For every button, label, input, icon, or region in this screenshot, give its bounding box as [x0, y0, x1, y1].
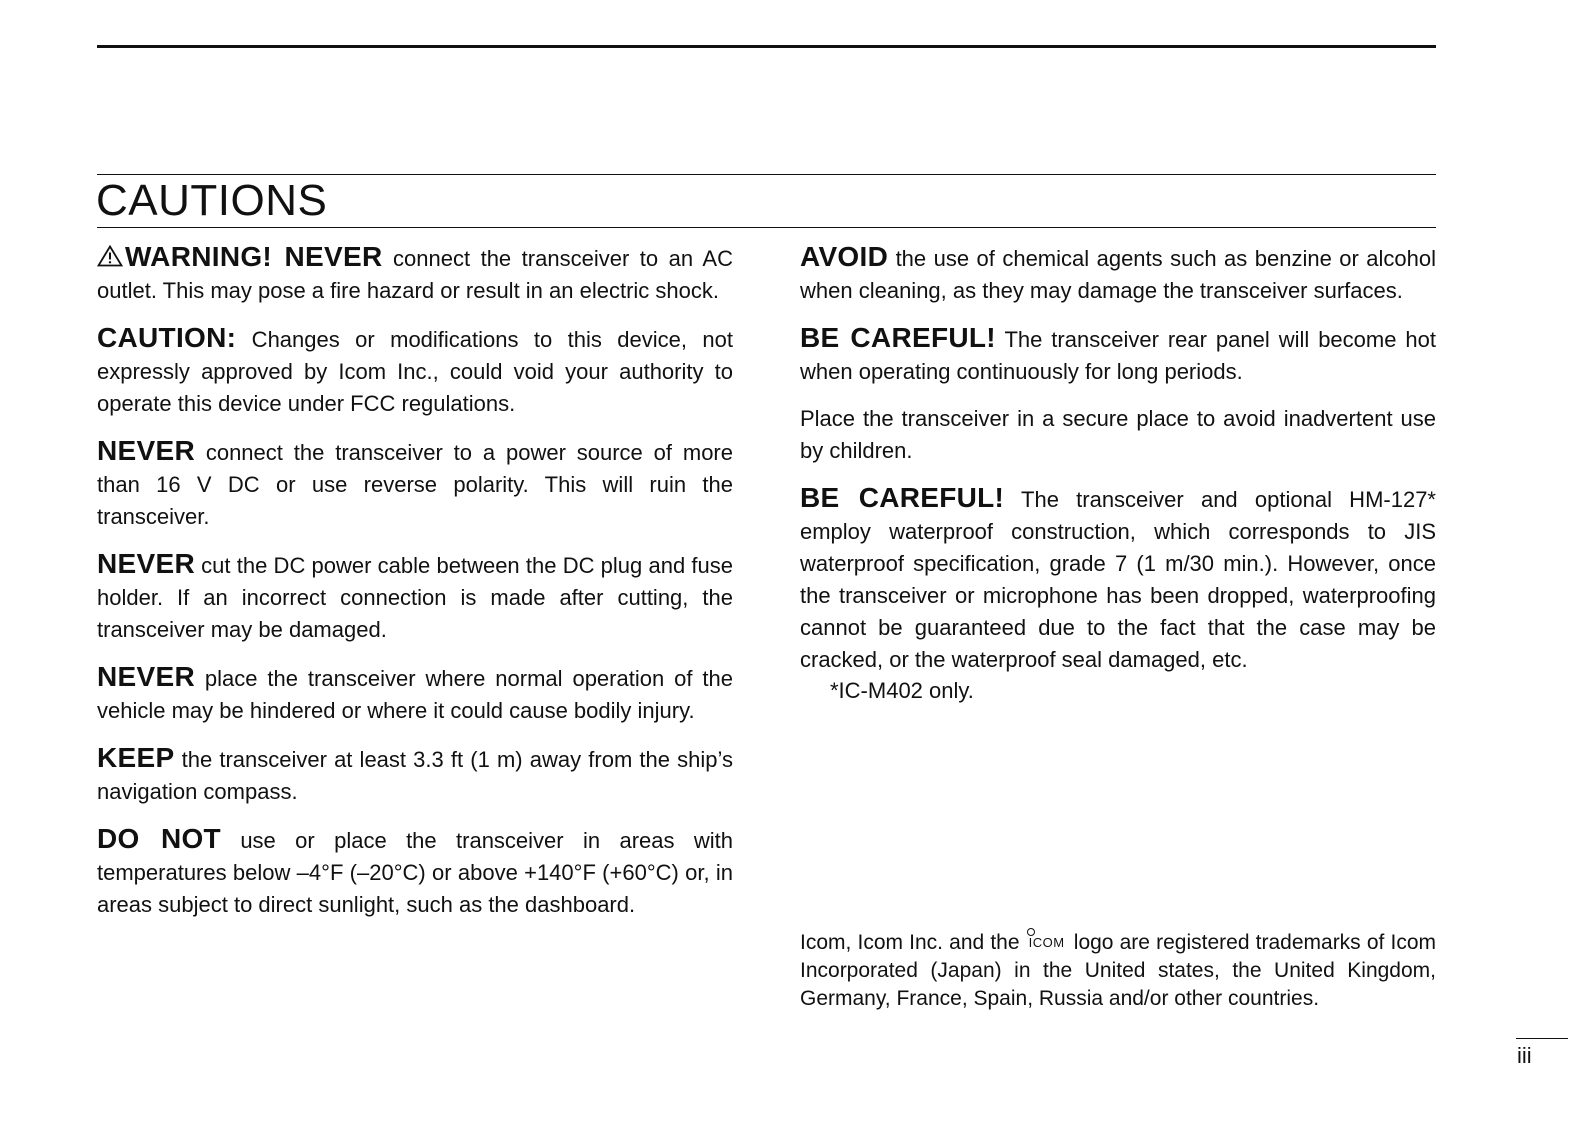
caution-lead: NEVER	[97, 435, 195, 466]
caution-paragraph	[97, 322, 733, 420]
caution-paragraph	[97, 823, 733, 921]
icom-logo-text: ICOM	[1028, 935, 1065, 950]
caution-lead: NEVER	[97, 661, 195, 692]
caution-lead: KEEP	[97, 742, 175, 773]
caution-text: Place the transceiver in a secure place to avoid inadvertent use by children.	[800, 406, 1436, 463]
caution-lead: WARNING! NEVER	[125, 241, 383, 272]
caution-text: connect the transceiver to a power source of more than 16 V DC or use reverse polarity. This will ruin the transceiver.	[97, 440, 733, 529]
caution-paragraph	[97, 435, 733, 533]
caution-lead: BE CAREFUL!	[800, 482, 1005, 513]
logo-dot	[1027, 928, 1035, 936]
page-number: iii	[1517, 1043, 1532, 1068]
caution-lead: BE CAREFUL!	[800, 322, 996, 353]
caution-paragraph	[97, 241, 733, 307]
caution-paragraph	[800, 403, 1436, 467]
icom-logo	[1026, 936, 1068, 950]
caution-text: cut the DC power cable between the DC plug and fuse holder. If an incorrect connection is made after cutting, the transceiver may be damaged.	[97, 553, 733, 642]
caution-lead: AVOID	[800, 241, 889, 272]
footnote: *IC-M402 only.	[830, 678, 974, 703]
caution-text: The transceiver rear panel will become hot when operating continuously for long periods.	[800, 327, 1436, 384]
caution-text: The transceiver and optional HM-127* employ waterproof construction, which corresponds to JIS waterproof specification, grade 7 (1 m/30 min.). However, once the transceiver or microphone has been dropped, waterproofing cannot be guaranteed due to the fact that the case may be cracked, or the waterproof seal damaged, etc.	[800, 487, 1436, 672]
caution-paragraph	[97, 661, 733, 727]
trademark-text-before: Icom, Icom Inc. and the	[800, 931, 1026, 954]
caution-lead: DO NOT	[97, 823, 221, 854]
caution-text: Changes or modifications to this device, not expressly approved by Icom Inc., could void your authority to operate this device under FCC regulations.	[97, 327, 733, 416]
right-column	[800, 241, 1436, 705]
caution-paragraph	[800, 482, 1436, 676]
caution-paragraph	[97, 742, 733, 808]
trademark-text-after: logo are registered trademarks of Icom Incorporated (Japan) in the United states, the United Kingdom, Germany, France, Spain, Russia and/or other countries.	[800, 931, 1436, 1010]
left-column	[97, 241, 733, 936]
caution-text: use or place the transceiver in areas with temperatures below –4°F (–20°C) or above +140°F (+60°C) or, in areas subject to direct sunlight, such as the dashboard.	[97, 828, 734, 917]
caution-lead: CAUTION:	[97, 322, 237, 353]
caution-paragraph	[800, 241, 1436, 307]
caution-paragraph	[97, 548, 733, 646]
title-rule-bottom	[97, 227, 1436, 228]
caution-lead: NEVER	[97, 548, 195, 579]
warning-triangle-icon	[97, 245, 123, 267]
top-rule	[97, 45, 1436, 48]
caution-paragraph	[800, 322, 1436, 388]
caution-text: the use of chemical agents such as benzine or alcohol when cleaning, as they may damage the transceiver surfaces.	[800, 246, 1436, 303]
caution-text: the transceiver at least 3.3 ft (1 m) away from the ship’s navigation compass.	[97, 747, 733, 804]
caution-text: place the transceiver where normal operation of the vehicle may be hindered or where it could cause bodily injury.	[97, 666, 733, 723]
page-title: CAUTIONS	[96, 176, 328, 225]
trademark-notice	[800, 929, 1436, 1013]
caution-text: connect the transceiver to an AC outlet. This may pose a fire hazard or result in an electric shock.	[97, 246, 733, 303]
page-number-rule	[1516, 1038, 1568, 1039]
